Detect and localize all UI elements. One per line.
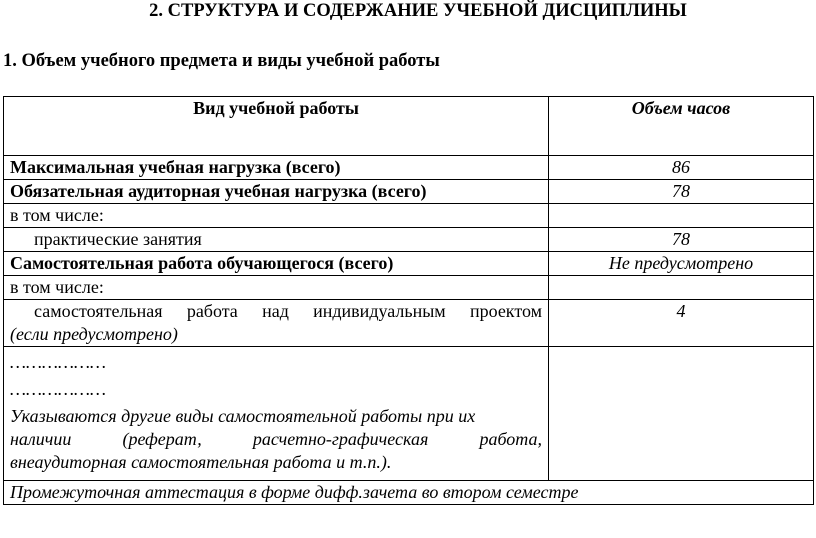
row-label: Обязательная аудиторная учебная нагрузка (всего)	[4, 180, 549, 204]
ellipsis-line: ………………	[10, 352, 107, 372]
table-footer-row	[4, 481, 814, 505]
row-label: Самостоятельная работа обучающегося (всего)	[4, 252, 549, 276]
table-row	[4, 156, 814, 180]
row-label: в том числе:	[4, 204, 549, 228]
row-value: 86	[549, 156, 814, 180]
table-row	[4, 204, 814, 228]
note-line: Указываются другие виды самостоятельной работы при их	[10, 406, 476, 426]
note-line: наличии (реферат, расчетно-графическая работа,	[10, 429, 542, 449]
row-value: 78	[549, 228, 814, 252]
row-label: в том числе:	[4, 276, 549, 300]
table-header-row	[4, 97, 814, 156]
row-label: Максимальная учебная нагрузка (всего)	[4, 156, 549, 180]
note-line: внеаудиторная самостоятельная работа и т.п.).	[10, 452, 392, 472]
table-row	[4, 347, 814, 481]
row-label	[4, 300, 549, 347]
col-header-work-type: Вид учебной работы	[4, 97, 549, 156]
col-header-hours: Объем часов	[549, 97, 814, 156]
section-title: 1. Объем учебного предмета и виды учебной работы	[3, 51, 440, 71]
table-row	[4, 300, 814, 347]
row-value-empty	[549, 347, 814, 481]
row-value: Не предусмотрено	[549, 252, 814, 276]
table-row	[4, 228, 814, 252]
row-value	[549, 204, 814, 228]
row-value: 4	[549, 300, 814, 347]
table-row	[4, 252, 814, 276]
row-label: практические занятия	[4, 228, 549, 252]
row-value: 78	[549, 180, 814, 204]
table-row	[4, 276, 814, 300]
row-label-main: самостоятельная работа над индивидуальным проектом	[34, 301, 542, 321]
row-label-other	[4, 347, 549, 481]
page-title: 2. СТРУКТУРА И СОДЕРЖАНИЕ УЧЕБНОЙ ДИСЦИПЛИНЫ	[149, 1, 687, 21]
workload-table	[3, 96, 814, 505]
ellipsis-line: ………………	[10, 379, 107, 399]
row-label-note: (если предусмотрено)	[10, 324, 178, 344]
footer-text: Промежуточная аттестация в форме дифф.зачета во втором семестре	[4, 481, 814, 505]
table-row	[4, 180, 814, 204]
row-value	[549, 276, 814, 300]
